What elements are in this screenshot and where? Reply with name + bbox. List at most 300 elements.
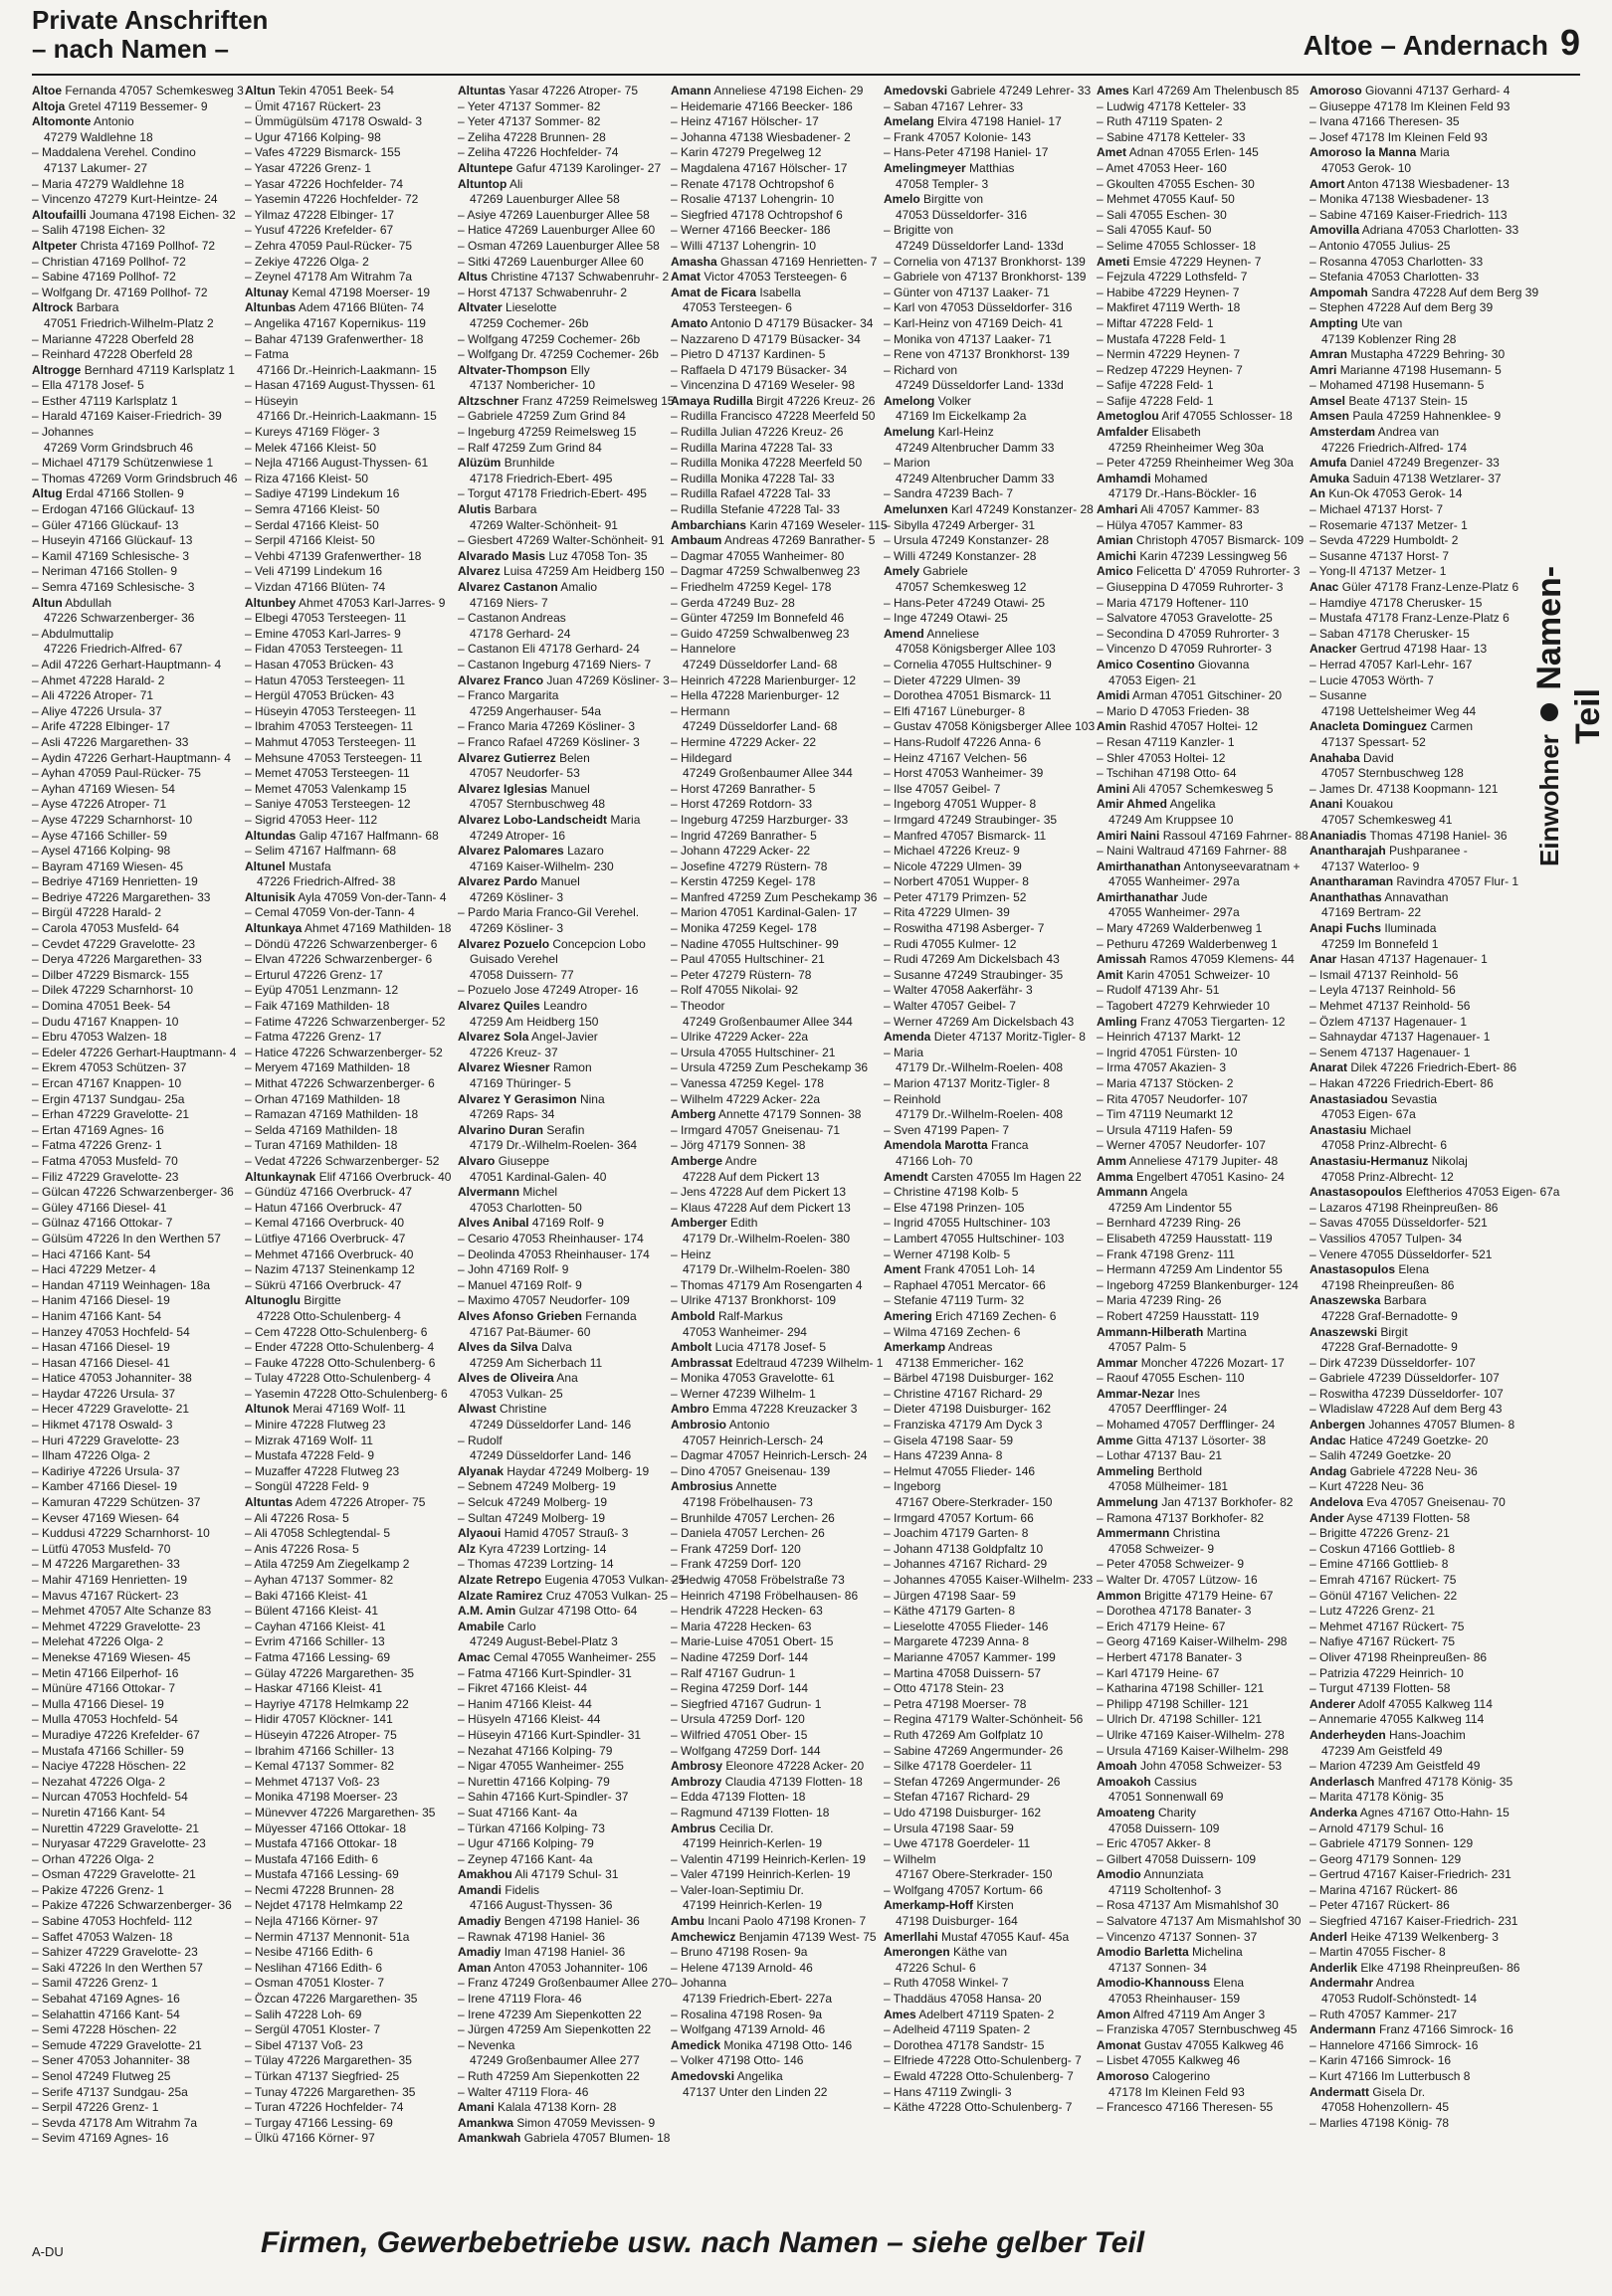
directory-entry xyxy=(1097,1046,1300,1061)
directory-entry xyxy=(458,518,661,534)
entry-text: – Paul 47055 Hultschiner- 21 xyxy=(671,952,825,967)
entry-text: – Käthe 47179 Garten- 8 xyxy=(884,1604,1016,1619)
directory-entry xyxy=(671,1681,874,1697)
entry-surname: Amani xyxy=(458,2100,495,2115)
directory-entry xyxy=(245,502,448,518)
directory-entry xyxy=(884,300,1087,316)
directory-entry xyxy=(32,1852,235,1868)
directory-entry xyxy=(32,968,235,984)
directory-entry xyxy=(671,517,888,534)
entry-surname: Alvarez Pardo xyxy=(458,874,538,889)
entry-text: Ramos 47059 Klemens- 44 xyxy=(1149,952,1295,967)
directory-entry xyxy=(1097,874,1300,890)
entry-surname: Ambrus xyxy=(671,1820,716,1835)
directory-entry xyxy=(1310,1666,1512,1682)
entry-text: – Günter 47259 Im Bonnefeld 46 xyxy=(671,611,845,626)
directory-entry xyxy=(884,145,1087,161)
directory-entry xyxy=(245,1867,448,1883)
directory-entry xyxy=(1097,239,1300,255)
entry-text: – Haydar 47226 Ursula- 37 xyxy=(32,1386,176,1401)
directory-entry xyxy=(32,921,235,937)
directory-entry xyxy=(32,719,235,735)
entry-text: – Senem 47137 Hagenauer- 1 xyxy=(1310,1045,1471,1059)
entry-surname: Alzate Retrepo xyxy=(458,1573,542,1587)
directory-column-2 xyxy=(245,84,452,2212)
entry-text: – Heinz 47167 Hölscher- 17 xyxy=(671,114,819,129)
entry-text: – Tagobert 47279 Kehrwieder 10 xyxy=(1097,999,1270,1014)
entry-text: – Saffet 47053 Walzen- 18 xyxy=(32,1929,173,1944)
entry-text: – Wladislaw 47228 Auf dem Berg 43 xyxy=(1310,1402,1503,1417)
directory-entry xyxy=(32,502,235,518)
directory-entry xyxy=(671,130,874,146)
directory-entry xyxy=(1310,844,1512,860)
directory-entry xyxy=(1310,1402,1512,1418)
entry-text: – Rudilla Rafael 47228 Tal- 33 xyxy=(671,486,831,501)
entry-surname: Alyanak xyxy=(458,1463,504,1478)
directory-entry xyxy=(1310,409,1512,425)
directory-entry xyxy=(884,751,1087,767)
entry-text: – Lucie 47053 Wörth- 7 xyxy=(1310,672,1434,687)
entry-text: Edeltraud 47239 Wilhelm- 1 xyxy=(735,1355,884,1370)
directory-entry xyxy=(1310,1356,1512,1372)
entry-surname: Amsel xyxy=(1310,393,1346,408)
directory-entry xyxy=(671,627,874,643)
entry-text: – Tim 47119 Neumarkt 12 xyxy=(1097,1107,1234,1122)
entry-surname: Ambrosius xyxy=(671,1479,733,1494)
directory-entry xyxy=(32,1495,235,1511)
directory-entry xyxy=(1097,441,1300,457)
directory-entry xyxy=(458,1697,661,1713)
directory-entry xyxy=(1310,627,1512,643)
entry-text: – Serife 47137 Sundgau- 25a xyxy=(32,2084,188,2099)
entry-text: – Susanne xyxy=(1310,688,1367,703)
directory-entry xyxy=(245,1216,448,1232)
entry-text: – Kurt 47228 Neu- 36 xyxy=(1310,1479,1424,1494)
entry-text: – Gülnaz 47166 Ottokar- 7 xyxy=(32,1216,173,1231)
entry-text: – Heinrich 47137 Markt- 12 xyxy=(1097,1030,1241,1045)
entry-text: – Minire 47228 Flutweg 23 xyxy=(245,1418,386,1433)
entry-surname: Anantharajah xyxy=(1310,844,1386,859)
entry-text: – Hüseyin 47053 Tersteegen- 11 xyxy=(245,703,417,718)
entry-text: – Rudilla Stefanie 47228 Tal- 33 xyxy=(671,502,840,517)
entry-text: Abdullah xyxy=(65,595,112,610)
entry-text: – Filiz 47229 Gravelotte- 23 xyxy=(32,1169,179,1184)
directory-entry xyxy=(1310,1620,1512,1635)
directory-entry xyxy=(245,1387,448,1403)
entry-text: – Aysel 47166 Kolping- 98 xyxy=(32,844,171,859)
directory-entry xyxy=(32,1309,235,1325)
directory-column-4 xyxy=(671,84,888,2212)
entry-text: Manuel xyxy=(550,781,590,796)
directory-entry xyxy=(32,1898,235,1914)
directory-entry xyxy=(884,456,1087,472)
directory-column-6 xyxy=(1097,84,1309,2212)
entry-text: – Saban 47178 Cherusker- 15 xyxy=(1310,626,1470,641)
directory-entry xyxy=(1310,1434,1512,1449)
directory-entry xyxy=(245,1883,448,1899)
entry-text: – Petra 47198 Moerser- 78 xyxy=(884,1696,1027,1711)
directory-entry xyxy=(1310,1914,1518,1930)
directory-entry xyxy=(32,1107,235,1123)
entry-text: – Franziska 47057 Sternbuschweg 45 xyxy=(1097,2022,1298,2037)
directory-entry xyxy=(1310,1744,1512,1760)
directory-entry xyxy=(32,1744,235,1760)
entry-text: 47179 Dr.-Wilhelm-Roelen- 380 xyxy=(683,1262,851,1277)
entry-text: – Castanon Ingeburg 47169 Niers- 7 xyxy=(458,657,652,671)
entry-text: Elif 47166 Overbruck- 40 xyxy=(318,1169,452,1184)
entry-text: – Serdal 47166 Kleist- 50 xyxy=(245,517,379,532)
entry-surname: Amat de Ficara xyxy=(671,285,757,299)
entry-text: – Maria 47137 Stöcken- 2 xyxy=(1097,1076,1234,1090)
entry-surname: Amelang xyxy=(884,114,934,129)
entry-text: – Melehat 47226 Olga- 2 xyxy=(32,1634,164,1649)
entry-text: – Arife 47228 Elbinger- 17 xyxy=(32,719,170,734)
entry-text: – Mohamed 47057 Derfflinger- 24 xyxy=(1097,1418,1276,1433)
entry-text: – Franco Rafael 47269 Kösliner- 3 xyxy=(458,734,640,749)
directory-entry xyxy=(1310,797,1512,813)
directory-entry xyxy=(458,2053,661,2069)
directory-entry xyxy=(245,1046,448,1061)
entry-surname: Amelunxen xyxy=(884,502,948,517)
entry-text: 47228 Auf dem Pickert 13 xyxy=(683,1169,820,1184)
directory-entry xyxy=(884,1712,1087,1728)
directory-entry xyxy=(1097,1542,1300,1558)
entry-text: – Fatma xyxy=(245,347,290,362)
directory-entry xyxy=(458,2038,661,2054)
entry-text: – Carola 47053 Musfeld- 64 xyxy=(32,921,180,936)
entry-text: 47259 Am Lindentor 55 xyxy=(1108,1200,1233,1215)
entry-text: Angelika xyxy=(736,2069,783,2083)
directory-entry xyxy=(1310,673,1512,689)
entry-text: – Georg 47169 Kaiser-Wilhelm- 298 xyxy=(1097,1634,1288,1649)
entry-surname: Anderl xyxy=(1310,1929,1348,1944)
entry-text: Iman 47198 Haniel- 36 xyxy=(504,1945,626,1960)
directory-entry xyxy=(884,1604,1087,1620)
directory-entry xyxy=(458,596,661,612)
entry-text: – Lothar 47137 Bau- 21 xyxy=(1097,1448,1223,1463)
directory-entry xyxy=(458,658,661,673)
entry-text: Gustav 47055 Kalkweg 46 xyxy=(1144,2037,1285,2052)
entry-surname: Anar xyxy=(1310,952,1337,967)
directory-entry xyxy=(458,2008,661,2023)
directory-entry xyxy=(884,1992,1087,2008)
entry-surname: Amhamdi xyxy=(1097,471,1151,485)
entry-text: Elena xyxy=(1213,1976,1245,1991)
entry-text: – Saban 47167 Lehrer- 33 xyxy=(884,98,1024,113)
entry-text: Giovanni 47137 Gerhard- 4 xyxy=(1365,84,1511,97)
entry-text: – Sadiye 47199 Lindekum 16 xyxy=(245,486,400,501)
directory-entry xyxy=(458,409,661,425)
directory-entry xyxy=(1310,1479,1512,1495)
entry-surname: Amri xyxy=(1310,362,1337,377)
directory-entry xyxy=(1097,952,1300,968)
directory-entry xyxy=(1310,1387,1512,1403)
directory-entry xyxy=(1310,564,1512,580)
directory-entry xyxy=(1310,1154,1512,1170)
directory-entry xyxy=(458,1573,686,1589)
entry-text: – Hatun 47053 Tersteegen- 11 xyxy=(245,672,406,687)
entry-text: – Siegfried 47167 Gudrun- 1 xyxy=(671,1696,822,1711)
directory-entry xyxy=(458,1806,661,1821)
entry-text: – Pozuelo Jose 47249 Atroper- 16 xyxy=(458,983,639,998)
entry-text: – Christian 47169 Pollhof- 72 xyxy=(32,254,186,269)
directory-entry xyxy=(1097,658,1300,673)
entry-surname: Amadiy xyxy=(458,1914,502,1929)
directory-entry xyxy=(1310,1634,1512,1650)
directory-entry xyxy=(458,1744,661,1760)
entry-text: – Eric 47057 Akker- 8 xyxy=(1097,1836,1211,1851)
directory-entry xyxy=(671,735,874,751)
directory-entry xyxy=(1097,208,1300,224)
directory-entry xyxy=(671,208,874,224)
directory-entry xyxy=(884,425,1087,441)
entry-text: Christa 47169 Pollhof- 72 xyxy=(80,238,216,253)
entry-text: Sevastia xyxy=(1391,1091,1438,1106)
entry-surname: Amonat xyxy=(1097,2037,1141,2052)
entry-text: 47249 Am Kruppsee 10 xyxy=(1108,812,1234,827)
entry-text: – Ralf 47167 Gudrun- 1 xyxy=(671,1665,796,1680)
entry-text: Luz 47058 Ton- 35 xyxy=(548,548,648,563)
entry-text: Lieselotte xyxy=(505,300,557,315)
entry-surname: Amering xyxy=(884,1308,932,1323)
entry-text: – Mehmet 47229 Gravelotte- 23 xyxy=(32,1619,201,1633)
entry-text: Claudia 47139 Flotten- 18 xyxy=(724,1774,863,1789)
entry-text: Simon 47059 Mevissen- 9 xyxy=(516,2115,656,2130)
directory-entry xyxy=(1310,472,1512,487)
entry-surname: Anac xyxy=(1310,580,1339,594)
entry-text: Maria xyxy=(610,812,641,827)
directory-entry xyxy=(884,192,1087,208)
directory-entry xyxy=(671,782,874,798)
entry-text: 47139 Friedrich-Ebert- 227a xyxy=(683,1992,833,2007)
entry-text: – Amet 47053 Heer- 160 xyxy=(1097,160,1227,175)
directory-entry xyxy=(884,1015,1087,1031)
entry-surname: Alvarez Iglesias xyxy=(458,781,548,796)
directory-entry xyxy=(884,1867,1087,1883)
entry-text: – Kamber 47166 Diesel- 19 xyxy=(32,1479,178,1494)
entry-text: 47166 Dr.-Heinrich-Laakmann- 15 xyxy=(257,362,437,377)
directory-entry xyxy=(32,239,235,255)
directory-entry xyxy=(245,1107,448,1123)
entry-text: Kalala 47138 Korn- 28 xyxy=(498,2100,617,2115)
entry-text: – Ingeborg 47259 Blankenburger- 124 xyxy=(1097,1277,1299,1292)
entry-text: – Asiye 47269 Lauenburger Allee 58 xyxy=(458,207,650,222)
directory-entry xyxy=(32,1076,235,1092)
directory-entry xyxy=(458,844,661,860)
directory-entry xyxy=(245,905,448,921)
entry-text: – Salih 47249 Goetzke- 20 xyxy=(1310,1448,1452,1463)
entry-text: – Bernhard 47239 Ring- 26 xyxy=(1097,1216,1241,1231)
directory-entry xyxy=(245,1123,448,1139)
directory-entry xyxy=(32,1247,235,1263)
directory-entry xyxy=(32,2022,235,2038)
entry-text: – Jürgen 47259 Am Siepenkotten 22 xyxy=(458,2022,652,2037)
directory-entry xyxy=(1097,1232,1300,1247)
entry-text: – Redzep 47229 Heynen- 7 xyxy=(1097,362,1243,377)
entry-surname: Amerongen xyxy=(884,1945,950,1960)
directory-entry xyxy=(1310,549,1512,565)
directory-entry xyxy=(1310,1015,1512,1031)
entry-text: – Heidemarie 47166 Beecker- 186 xyxy=(671,98,853,113)
entry-text: Eleonore 47228 Acker- 20 xyxy=(725,1759,865,1774)
directory-entry xyxy=(458,890,661,906)
entry-text: Lazaro xyxy=(567,844,604,859)
entry-text: – Vafes 47229 Bismarck- 155 xyxy=(245,145,401,160)
directory-entry xyxy=(884,1340,1087,1356)
directory-entry xyxy=(884,937,1087,953)
entry-text: Karin 47239 Lessingweg 56 xyxy=(1139,548,1288,563)
entry-text: – Osman 47229 Gravelotte- 21 xyxy=(32,1867,196,1882)
directory-entry xyxy=(1097,1479,1300,1495)
entry-text: Kun-Ok 47053 Gerok- 14 xyxy=(1328,486,1463,501)
entry-text: – Güler 47166 Glückauf- 13 xyxy=(32,517,179,532)
entry-text: Mustapha 47229 Behring- 30 xyxy=(1350,347,1506,362)
directory-entry xyxy=(884,1775,1087,1791)
directory-entry xyxy=(1310,1526,1512,1542)
entry-text: – Nermin 47229 Heynen- 7 xyxy=(1097,347,1241,362)
entry-surname: Amidi xyxy=(1097,688,1130,703)
entry-text: – Yeter 47137 Sommer- 82 xyxy=(458,114,601,129)
entry-text: Nina xyxy=(579,1091,605,1106)
entry-text: Matthias xyxy=(969,160,1015,175)
entry-text: – Hanim 47166 Kleist- 44 xyxy=(458,1696,592,1711)
entry-surname: Amit xyxy=(1097,967,1123,982)
entry-text: Arif 47055 Schlosser- 18 xyxy=(1161,409,1293,424)
entry-text: – Nazzareno D 47179 Büsacker- 34 xyxy=(671,331,861,346)
entry-text: – Faik 47169 Mathilden- 18 xyxy=(245,999,390,1014)
directory-entry xyxy=(458,1992,661,2008)
directory-entry xyxy=(32,114,235,130)
directory-entry xyxy=(671,642,874,658)
directory-entry xyxy=(245,766,448,782)
entry-text: 47179 Dr.-Wilhelm-Roelen- 380 xyxy=(683,1231,851,1245)
entry-surname: Altoe xyxy=(32,84,62,97)
entry-text: – Mary 47269 Walderbenweg 1 xyxy=(1097,921,1263,936)
directory-entry xyxy=(245,1836,448,1852)
entry-text: – Michael 47179 Schützenwiese 1 xyxy=(32,456,214,471)
directory-entry xyxy=(1310,937,1512,953)
entry-surname: Ambolt xyxy=(671,1340,712,1355)
entry-text: – Mehmet 47057 Alte Schanze 83 xyxy=(32,1604,212,1619)
directory-entry xyxy=(671,2069,874,2085)
entry-surname: Amberg xyxy=(671,1107,716,1122)
entry-text: – Bahar 47139 Grafenwerther- 18 xyxy=(245,331,424,346)
entry-text: – Yasemin 47226 Hochfelder- 72 xyxy=(245,192,419,207)
directory-entry xyxy=(458,145,661,161)
directory-entry xyxy=(245,844,448,860)
directory-entry xyxy=(1097,223,1300,239)
directory-entry xyxy=(1310,1604,1512,1620)
directory-entry xyxy=(1310,518,1512,534)
directory-entry xyxy=(1310,1464,1512,1480)
directory-entry xyxy=(32,829,235,845)
entry-surname: Altunbas xyxy=(245,300,297,315)
entry-text: – Neslihan 47166 Edith- 6 xyxy=(245,1960,383,1975)
entry-text: – Sener 47053 Johanniter- 38 xyxy=(32,2053,190,2068)
directory-entry xyxy=(32,1821,235,1837)
directory-entry xyxy=(32,208,235,224)
entry-text: – Huri 47229 Gravelotte- 23 xyxy=(32,1433,180,1447)
directory-entry xyxy=(671,286,874,301)
entry-text: – Bayram 47169 Wiesen- 45 xyxy=(32,859,184,873)
directory-entry xyxy=(884,704,1087,720)
directory-entry xyxy=(245,2022,448,2038)
entry-text: – Ella 47178 Josef- 5 xyxy=(32,378,144,393)
directory-entry xyxy=(884,1325,1087,1341)
directory-entry xyxy=(1310,255,1512,271)
entry-surname: Ander xyxy=(1310,1510,1344,1525)
entry-text: – Zekiye 47226 Olga- 2 xyxy=(245,254,369,269)
directory-entry xyxy=(671,952,874,968)
directory-entry xyxy=(884,1232,1087,1247)
directory-entry xyxy=(32,627,235,643)
directory-entry xyxy=(245,1371,448,1387)
entry-text: – Selim 47167 Halfmann- 68 xyxy=(245,844,397,859)
entry-text: Andre xyxy=(724,1153,757,1168)
entry-text: 47051 Friedrich-Wilhelm-Platz 2 xyxy=(44,315,214,330)
entry-text: – Irene 47239 Am Siepenkotten 22 xyxy=(458,2007,642,2021)
directory-entry xyxy=(245,1650,448,1666)
entry-text: Adem 47226 Atroper- 75 xyxy=(295,1495,426,1510)
directory-entry xyxy=(884,223,1087,239)
entry-surname: Anacker xyxy=(1310,642,1357,657)
directory-entry xyxy=(884,782,1087,798)
directory-entry xyxy=(245,1154,448,1170)
directory-entry xyxy=(32,1666,235,1682)
entry-text: – Selahattin 47166 Kant- 54 xyxy=(32,2007,180,2021)
directory-entry xyxy=(884,983,1087,999)
directory-entry xyxy=(884,1418,1087,1434)
entry-text: Anneliese 47198 Eichen- 29 xyxy=(713,84,864,97)
directory-entry xyxy=(1310,1992,1512,2008)
entry-surname: Anahaba xyxy=(1310,750,1360,765)
entry-surname: Alvarez Y Gerasimon xyxy=(458,1091,577,1106)
entry-surname: Altrogge xyxy=(32,362,82,377)
entry-text: 47053 Eigen- 67a xyxy=(1321,1107,1416,1122)
directory-entry xyxy=(32,2116,235,2132)
entry-text: – Gülay 47226 Margarethen- 35 xyxy=(245,1665,415,1680)
entry-text: – Hergül 47053 Brücken- 43 xyxy=(245,688,395,703)
entry-surname: Ambrosio xyxy=(671,1418,727,1433)
entry-text: – Sergül 47051 Kloster- 7 xyxy=(245,2022,381,2037)
entry-text: – Johannes xyxy=(32,425,95,440)
entry-surname: Ameti xyxy=(1097,254,1130,269)
directory-entry xyxy=(458,1448,661,1464)
directory-entry xyxy=(1097,1914,1300,1930)
entry-text: Kirsten xyxy=(976,1898,1014,1913)
entry-text: Marianne 47198 Husemann- 5 xyxy=(1339,362,1502,377)
directory-column-5 xyxy=(884,84,1096,2212)
directory-entry xyxy=(245,1744,448,1760)
directory-entry xyxy=(245,518,448,534)
entry-surname: Alvarez Pozuelo xyxy=(458,936,550,951)
directory-entry xyxy=(884,797,1087,813)
directory-entry xyxy=(1310,766,1512,782)
entry-text: 47169 Im Eickelkamp 2a xyxy=(896,409,1027,424)
entry-text: – Rosa 47137 Am Mismahlshof 30 xyxy=(1097,1898,1279,1913)
entry-text: – Türkan 47137 Siegfried- 25 xyxy=(245,2069,400,2083)
directory-entry xyxy=(245,533,448,549)
entry-text: – Gkoulten 47055 Eschen- 30 xyxy=(1097,176,1255,191)
directory-entry xyxy=(245,999,448,1015)
entry-text: – Hasan 47166 Diesel- 19 xyxy=(32,1340,170,1355)
entry-text: – Meryem 47169 Mathilden- 18 xyxy=(245,1060,411,1075)
directory-entry xyxy=(245,425,448,441)
directory-entry xyxy=(1097,704,1300,720)
entry-surname: Amling xyxy=(1097,1014,1137,1029)
directory-entry xyxy=(1097,1123,1300,1139)
entry-surname: Ames xyxy=(884,2007,916,2021)
